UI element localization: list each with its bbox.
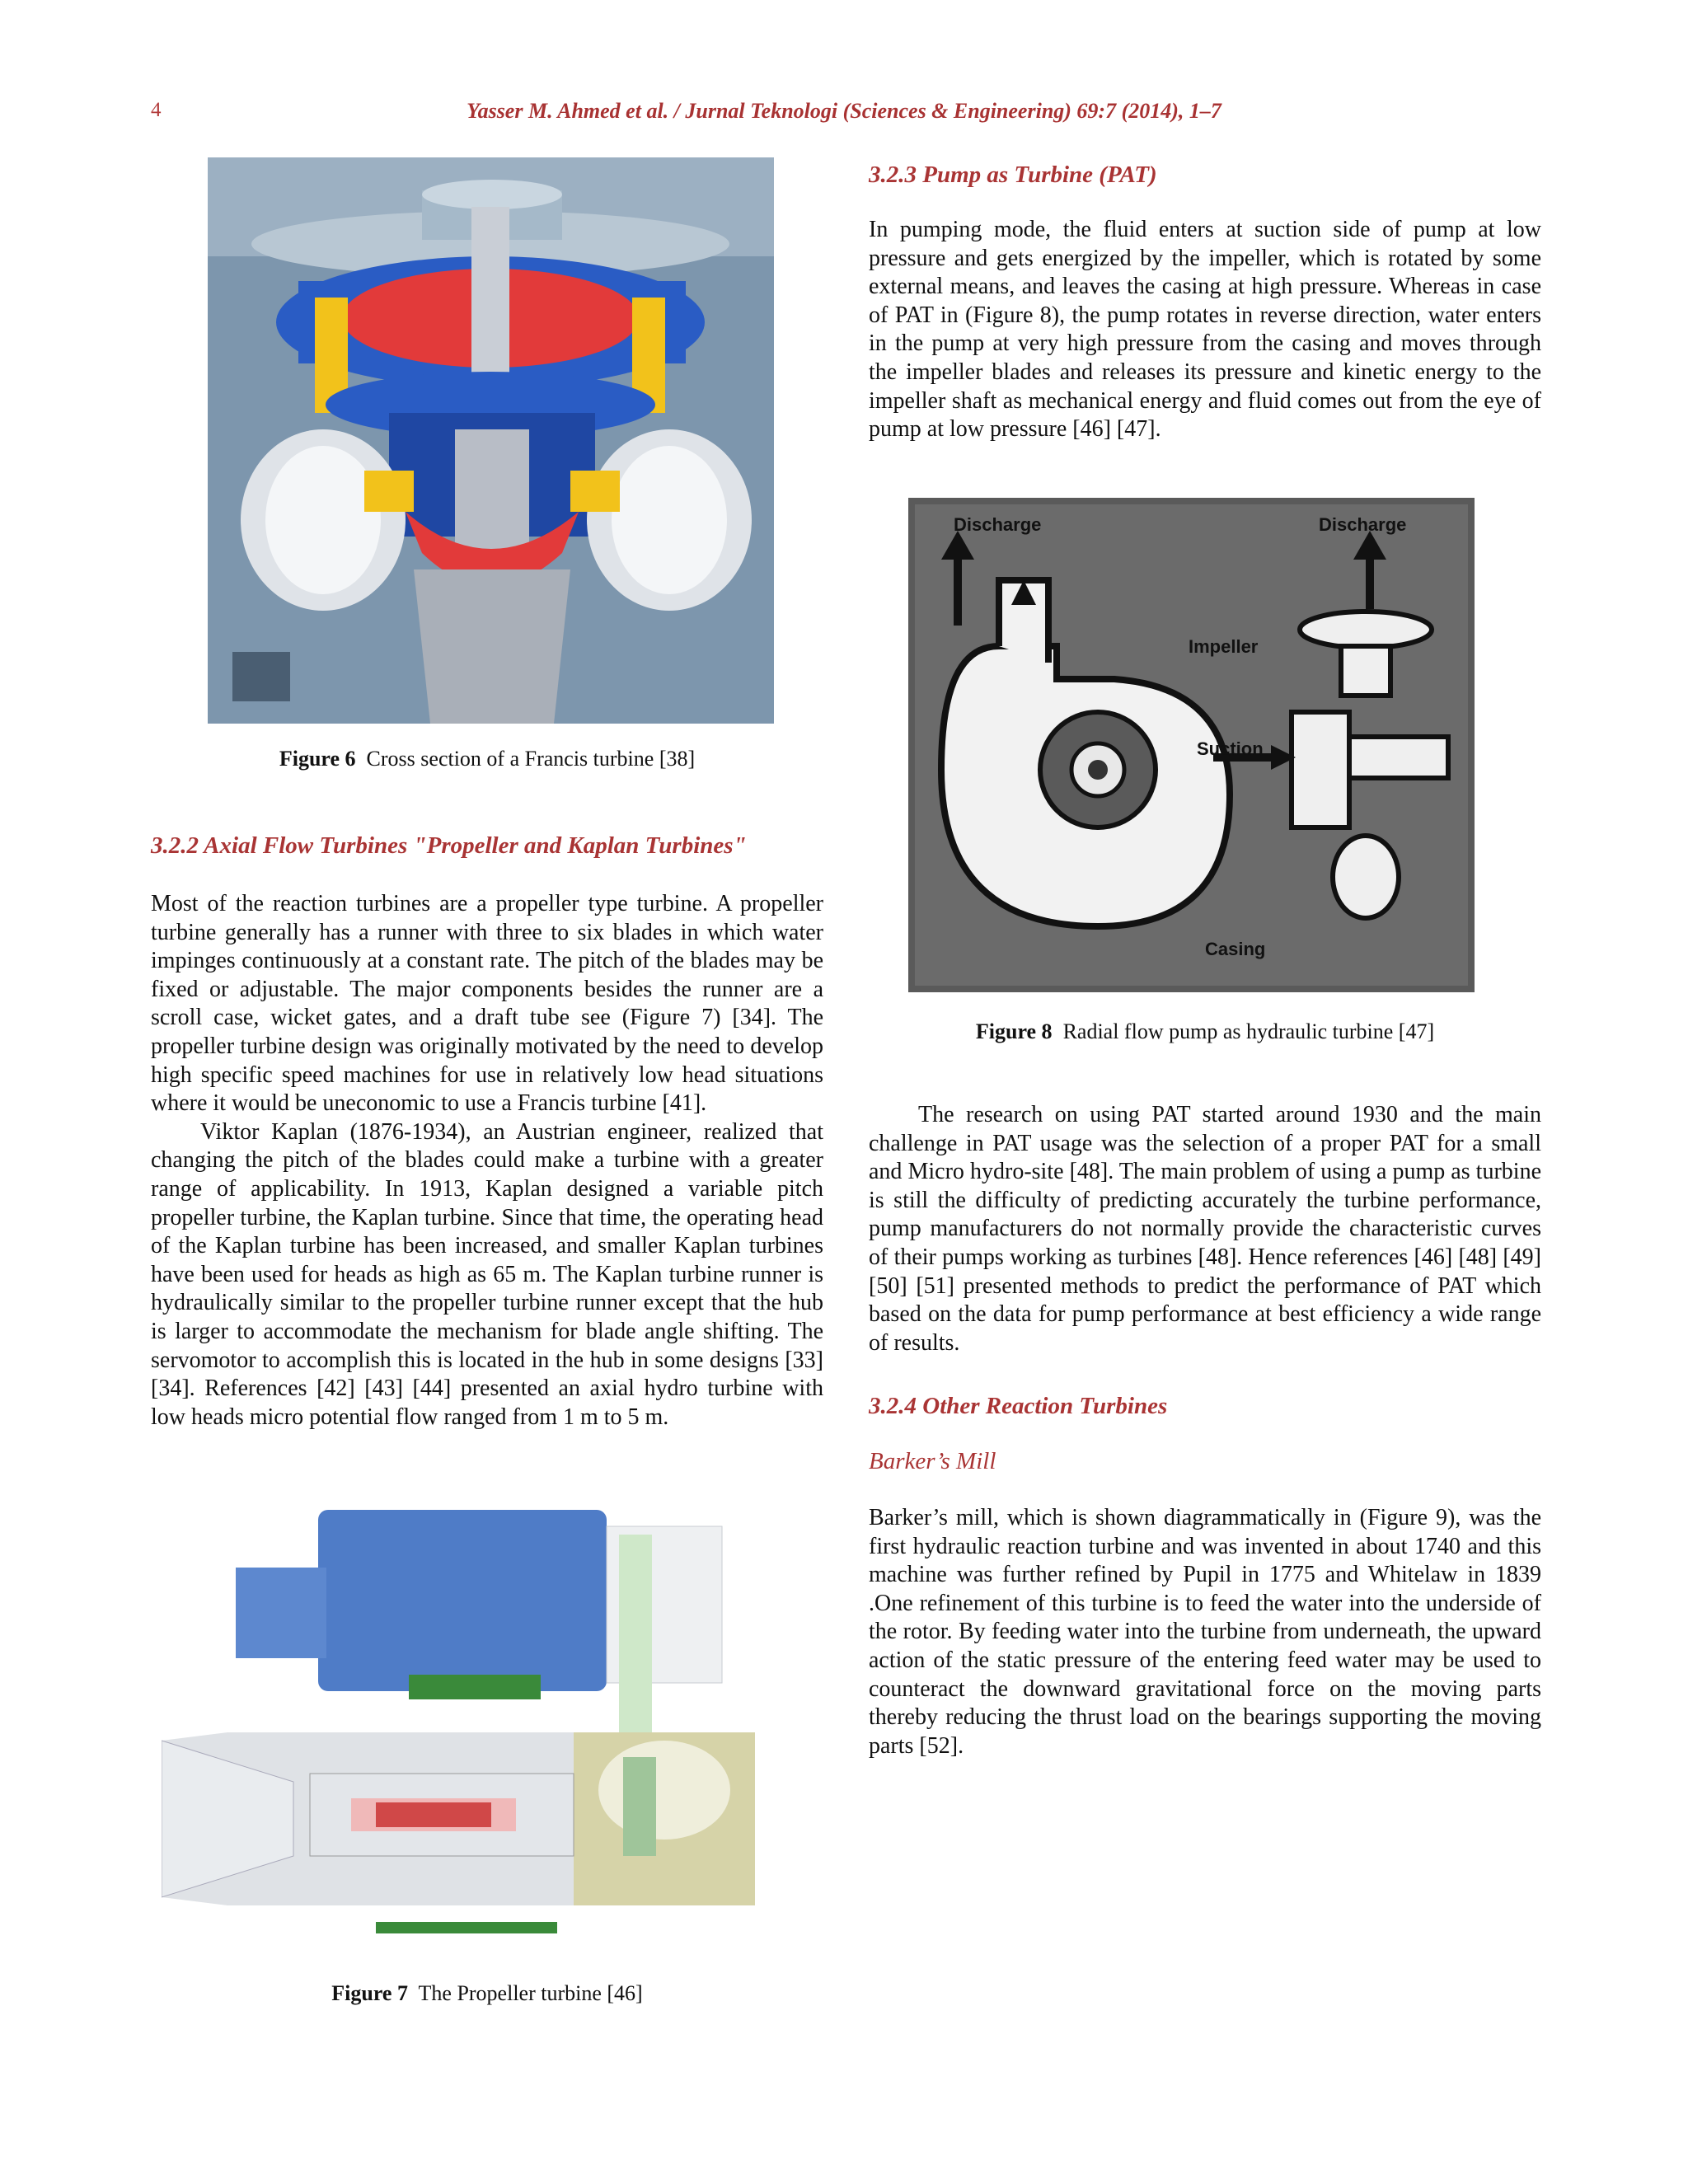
section-323-body-continued — [869, 1101, 1541, 1357]
section-323-paragraph-1: In pumping mode, the fluid enters at suction side of pump at low pressure and gets energized by the impeller, which is rotated by some external means, and leaves the casing at high pressure. Whereas in case of PAT in (Figure 8), the pump rotates in reverse direction, water enters in the pump at very high pressure from the casing and moves through the impeller blades and releases its pressure and kinetic energy to the impeller shaft as mechanical energy and fluid comes out from the eye of pump at low pressure [46] [47]. — [869, 217, 1541, 443]
section-322-paragraph-2: Viktor Kaplan (1876-1934), an Austrian engineer, realized that changing the pitch of the blades could make a turbine with a greater range of applicability. In 1913, Kaplan designed a variable pitch propeller turbine, the Kaplan turbine. Since that time, the operating head of the Kaplan turbine has been increased, and smaller Kaplan turbines have been used for heads as high as 65 m. The Kaplan turbine runner is hydraulically similar to the propeller turbine runner except that the hub is larger to accommodate the mechanism for blade angle shifting. The servomotor to accomplish this is located in the hub in some designs [33] [34]. References [42] [43] [44] presented an axial hydro turbine with low heads micro potential flow ranged from 1 m to 5 m. — [151, 1118, 823, 1430]
figure-8-image — [908, 498, 1475, 992]
section-323-paragraph-2: The research on using PAT started around 1930 and the main challenge in PAT usage was the selection of a proper PAT for a small and Micro hydro-site [48]. The main problem of using a pump as turbine is still the difficulty of predicting accurately the turbine performance, pump manufacturers do not normally provide the characteristic curves of their pumps working as turbines [48]. Hence references [46] [48] [49] [50] [51] presented methods to predict the performance of PAT which based on the data for pump performance at best efficiency a wide range of results. — [869, 1102, 1541, 1356]
figure-6-image — [208, 157, 774, 724]
label-impeller: Impeller — [1189, 636, 1259, 657]
figure-8-label: Figure 8 — [975, 1019, 1053, 1043]
section-323-body — [869, 216, 1541, 444]
figure-8-caption-text: Radial flow pump as hydraulic turbine [47] — [1062, 1019, 1435, 1043]
label-discharge-left: Discharge — [954, 514, 1042, 535]
label-discharge-right: Discharge — [1319, 514, 1407, 535]
figure-6-caption-text: Cross section of a Francis turbine [38] — [366, 747, 696, 771]
figure-7-caption-text: The Propeller turbine [46] — [418, 1981, 643, 2005]
section-324-body — [869, 1504, 1541, 1760]
figure-7-label: Figure 7 — [331, 1981, 408, 2005]
section-322-body — [151, 890, 823, 1432]
section-322-heading: 3.2.2 Axial Flow Turbines "Propeller and Kaplan Turbines" — [151, 832, 747, 859]
figure-7-caption — [151, 1981, 823, 2006]
section-323-heading: 3.2.3 Pump as Turbine (PAT) — [869, 162, 1157, 188]
figure-7-image — [162, 1510, 796, 1952]
label-casing: Casing — [1205, 939, 1266, 959]
figure-6-caption — [151, 747, 823, 771]
section-322-paragraph-1: Most of the reaction turbines are a propeller type turbine. A propeller turbine generally has a runner with three to six blades in which water impinges continuously at a constant rate. The pitch of the blades may be fixed or adjustable. The major components besides the runner are a scroll case, wicket gates, and a draft tube see (Figure 7) [34]. The propeller turbine design was originally motivated by the need to develop high specific speed machines for use in relatively low head situations where it would be uneconomic to use a Francis turbine [41]. — [151, 891, 823, 1117]
label-suction: Suction — [1197, 738, 1264, 759]
section-324-heading: 3.2.4 Other Reaction Turbines — [869, 1393, 1168, 1419]
page-number: 4 — [151, 99, 162, 121]
section-324-subheading: Barker’s Mill — [869, 1448, 996, 1474]
section-324-paragraph-1: Barker’s mill, which is shown diagrammatically in (Figure 9), was the first hydraulic reaction turbine and was invented in about 1740 and this machine was further refined by Pupil in 1775 and Whitelaw in 1839 .One refinement of this turbine is to feed the water into the underside of the rotor. By feeding water into the turbine from underneath, the upward action of the static pressure of the entering feed water may be used to counteract the downward gravitational force on the moving parts thereby reducing the thrust load on the bearings supporting the moving parts [52]. — [869, 1505, 1541, 1759]
figure-6-label: Figure 6 — [279, 747, 356, 771]
figure-8-caption — [869, 1019, 1541, 1044]
running-title: Yasser M. Ahmed et al. / Jurnal Teknologi (Sciences & Engineering) 69:7 (2014), 1–7 — [467, 99, 1221, 123]
